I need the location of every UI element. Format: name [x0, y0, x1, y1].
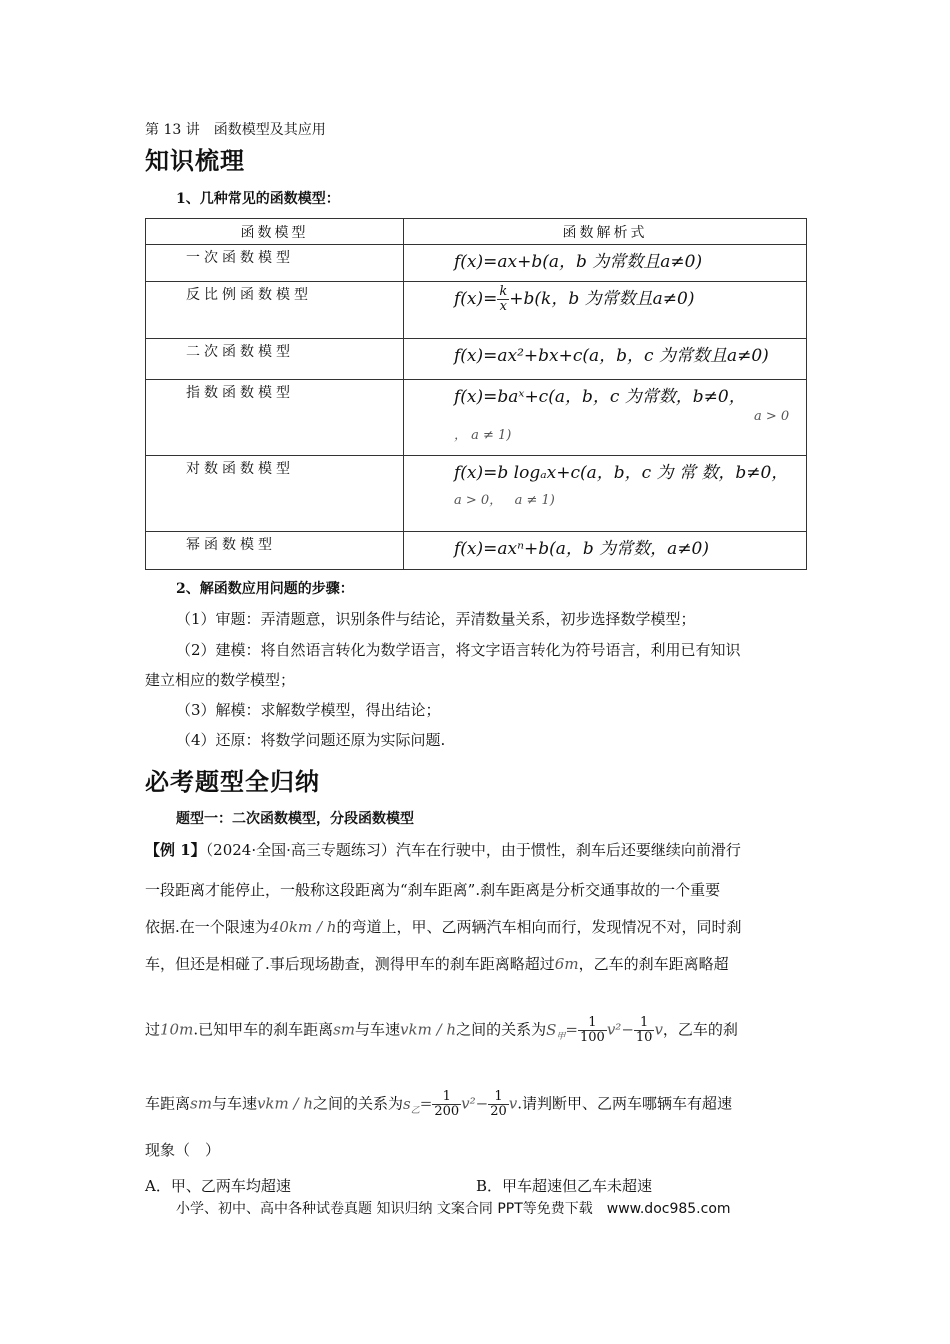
question-type-1: 题型一：二次函数模型，分段函数模型	[176, 811, 414, 827]
example-line-3: 依据.在一个限速为40km / h的弯道上，甲、乙两辆汽车相向而行，发现情况不对，同时刹	[145, 918, 742, 936]
model-name: 一次函数模型	[146, 245, 404, 282]
option-a[interactable]: A．甲、乙两车均超速	[145, 1177, 291, 1195]
example-line-1: 【例 1】（2024·全国·高三专题练习）汽车在行驶中，由于惯性，刹车后还要继续向前滑行	[145, 841, 741, 859]
table-row	[146, 245, 807, 282]
step-3: （3）解模：求解数学模型，得出结论；	[176, 701, 441, 719]
model-name: 指数函数模型	[146, 380, 404, 456]
example-line-7: 现象（ ）	[145, 1141, 221, 1159]
example-line-2: 一段距离才能停止，一般称这段距离为“刹车距离”.刹车距离是分析交通事故的一个重要	[145, 881, 721, 899]
subheading-models: 1、几种常见的函数模型：	[176, 191, 340, 207]
step-4: （4）还原：将数学问题还原为实际问题.	[176, 731, 446, 749]
fraction-1-10: $\frac{1}{10}$	[635, 1015, 653, 1045]
model-formula: f(x)=axⁿ+b(a，b 为常数，a≠0)	[404, 532, 807, 570]
example-line-6: 车距离sm与车速vkm / h之间的关系为$s_乙=$ $\frac{1}{200}$ v²− $\frac{1}{20}$ v.请判断甲、乙两车哪辆车有超速	[145, 1089, 733, 1119]
model-formula: f(x)=b logₐx+c(a，b，c 为 常 数，b≠0， a > 0， a ≠ 1)	[404, 456, 807, 532]
model-name: 对数函数模型	[146, 456, 404, 532]
example-tag: 【例 1】	[145, 841, 206, 859]
table-header-formula: 函数解析式	[404, 219, 807, 245]
option-b[interactable]: B．甲车超速但乙车未超速	[476, 1177, 653, 1195]
subheading-steps: 2、解函数应用问题的步骤：	[176, 581, 354, 597]
model-formula: f(x)=baˣ+c(a，b，c 为常数，b≠0， a > 0 ， a ≠ 1)	[404, 380, 807, 456]
function-models-table	[145, 218, 807, 570]
s-jia: $S_甲$	[546, 1020, 566, 1042]
model-name: 反比例函数模型	[146, 282, 404, 339]
section-title-exam: 必考题型全归纳	[145, 768, 320, 796]
model-formula: f(x)= $\frac{k}{x}$ +b(k，b 为常数且a≠0)	[404, 282, 807, 339]
table-header-model: 函数模型	[146, 219, 404, 245]
step-2-cont: 建立相应的数学模型；	[145, 671, 296, 689]
table-row	[146, 456, 807, 532]
footer-banner: 小学、初中、高中各种试卷真题 知识归纳 文案合同 PPT等免费下载 www.doc985.com	[176, 1201, 731, 1217]
step-2: （2）建模：将自然语言转化为数学语言，将文字语言转化为符号语言，利用已有知识	[176, 641, 741, 659]
model-name: 二次函数模型	[146, 339, 404, 380]
section-title-knowledge: 知识梳理	[145, 147, 245, 175]
step-1: （1）审题：弄清题意，识别条件与结论，弄清数量关系，初步选择数学模型；	[176, 610, 696, 628]
s-yi: $s_乙$	[403, 1094, 420, 1116]
table-row	[146, 532, 807, 570]
table-row	[146, 282, 807, 339]
model-name: 幂函数模型	[146, 532, 404, 570]
example-line-5: 过10m.已知甲车的刹车距离sm与车速vkm / h之间的关系为$S_甲=$ $\frac{1}{100}$ v²− $\frac{1}{10}$ v，乙车的刹	[145, 1015, 738, 1045]
model-formula: f(x)=ax+b(a，b 为常数且a≠0)	[404, 245, 807, 282]
fraction-1-100: $\frac{1}{100}$	[579, 1015, 605, 1045]
table-row	[146, 339, 807, 380]
lecture-header: 第 13 讲 函数模型及其应用	[145, 122, 326, 138]
table-row	[146, 380, 807, 456]
fraction-1-20: $\frac{1}{20}$	[490, 1089, 507, 1119]
example-line-4: 车，但还是相碰了.事后现场勘查，测得甲车的刹车距离略超过6m，乙车的刹车距离略超	[145, 955, 729, 973]
model-formula: f(x)=ax²+bx+c(a，b，c 为常数且a≠0)	[404, 339, 807, 380]
fraction-k-over-x: $\frac{k}{x}$	[499, 284, 508, 314]
fraction-1-200: $\frac{1}{200}$	[434, 1089, 460, 1119]
